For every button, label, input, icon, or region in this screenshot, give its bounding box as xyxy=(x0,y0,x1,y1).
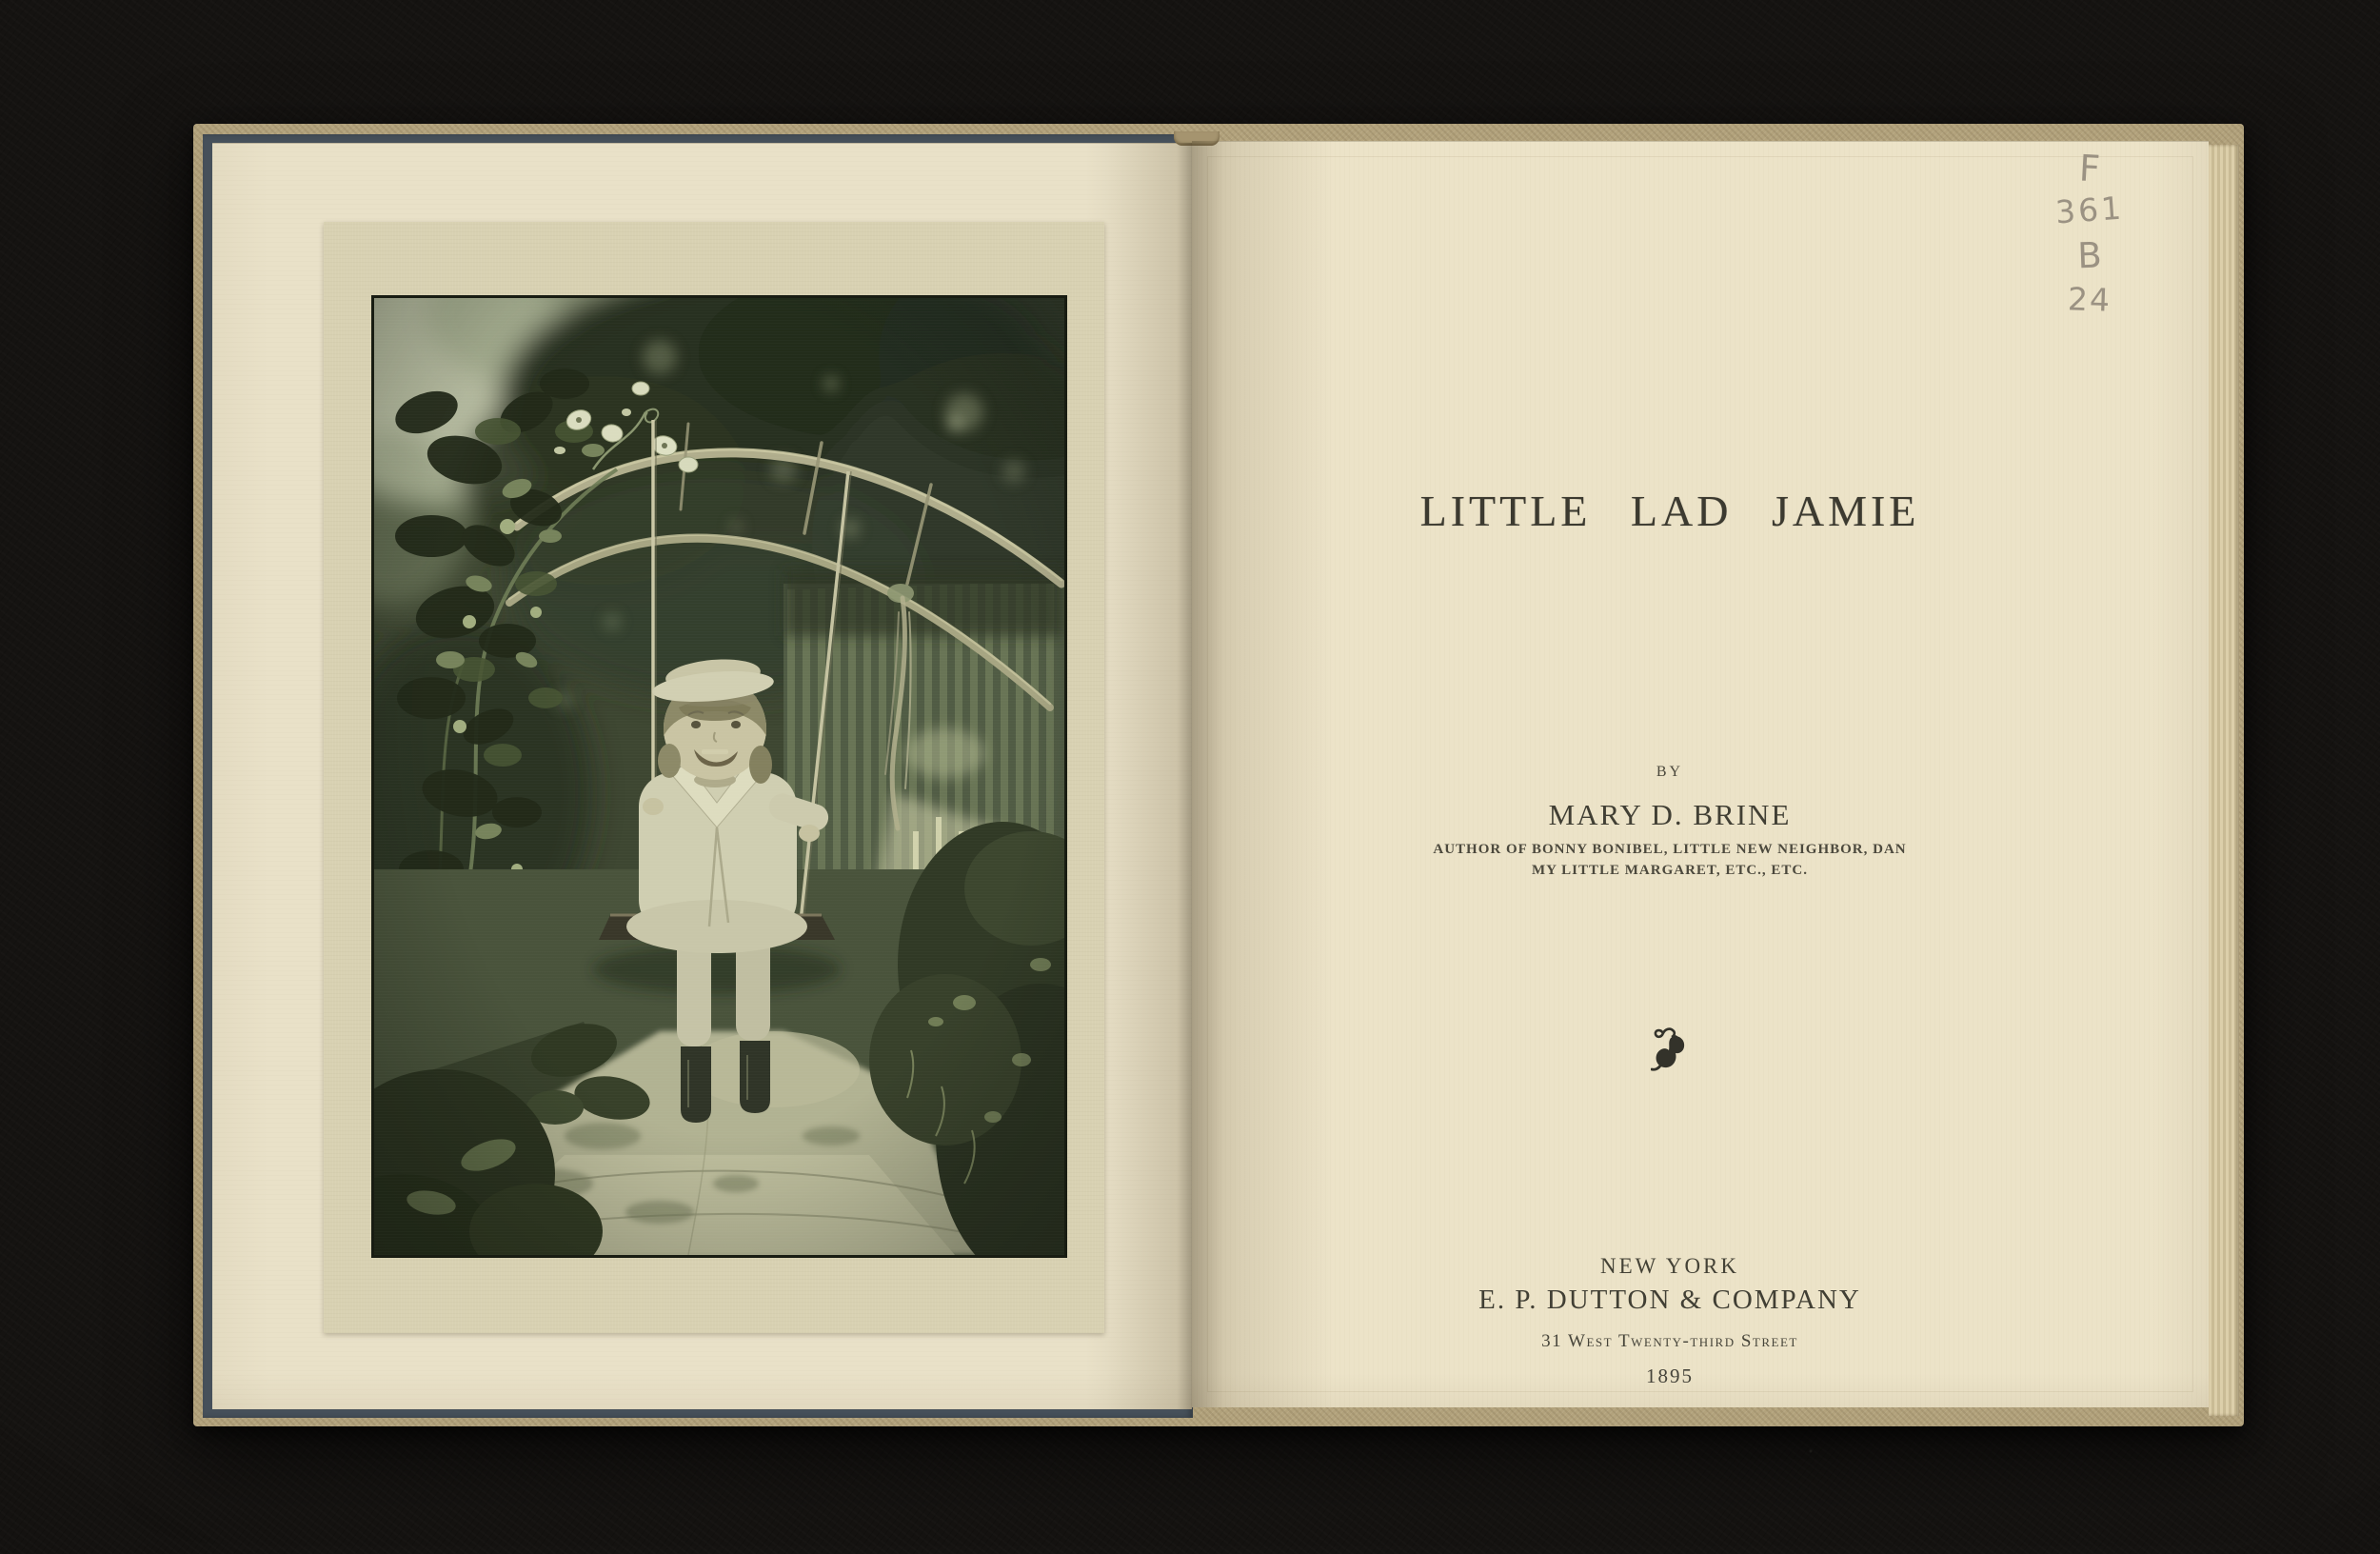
imprint-year: 1895 xyxy=(1646,1365,1694,1387)
author-name: MARY D. BRINE xyxy=(1548,798,1792,831)
imprint-city: NEW YORK xyxy=(1599,1254,1740,1278)
call-number-line: F xyxy=(2077,147,2102,190)
page-block-fore-edge xyxy=(2209,145,2239,1416)
book-title: LITTLE LAD JAMIE xyxy=(1419,487,1920,535)
author-credits-line1: AUTHOR OF BONNY BONIBEL, LITTLE NEW NEIGHBOR, DAN xyxy=(1433,842,1907,857)
byline-label: BY xyxy=(1656,764,1684,780)
author-credits-line2: MY LITTLE MARGARET, ETC., ETC. xyxy=(1531,863,1809,878)
printers-leaf-ornament-glyph xyxy=(1651,1025,1689,1072)
call-number-line: 24 xyxy=(2067,280,2112,319)
printers-leaf-ornament xyxy=(1241,1025,2098,1077)
imprint-publisher: E. P. DUTTON & COMPANY xyxy=(1478,1285,1861,1315)
frontispiece-photo xyxy=(371,295,1067,1258)
spine-head-notch xyxy=(1174,131,1220,146)
call-number-line: 361 xyxy=(2053,189,2126,231)
frontispiece-photo-scene xyxy=(374,298,1064,1255)
imprint-address: 31 West Twenty-third Street xyxy=(1541,1331,1798,1351)
title-page-text-block xyxy=(1241,141,2098,1407)
call-number-line: B xyxy=(2076,234,2103,277)
